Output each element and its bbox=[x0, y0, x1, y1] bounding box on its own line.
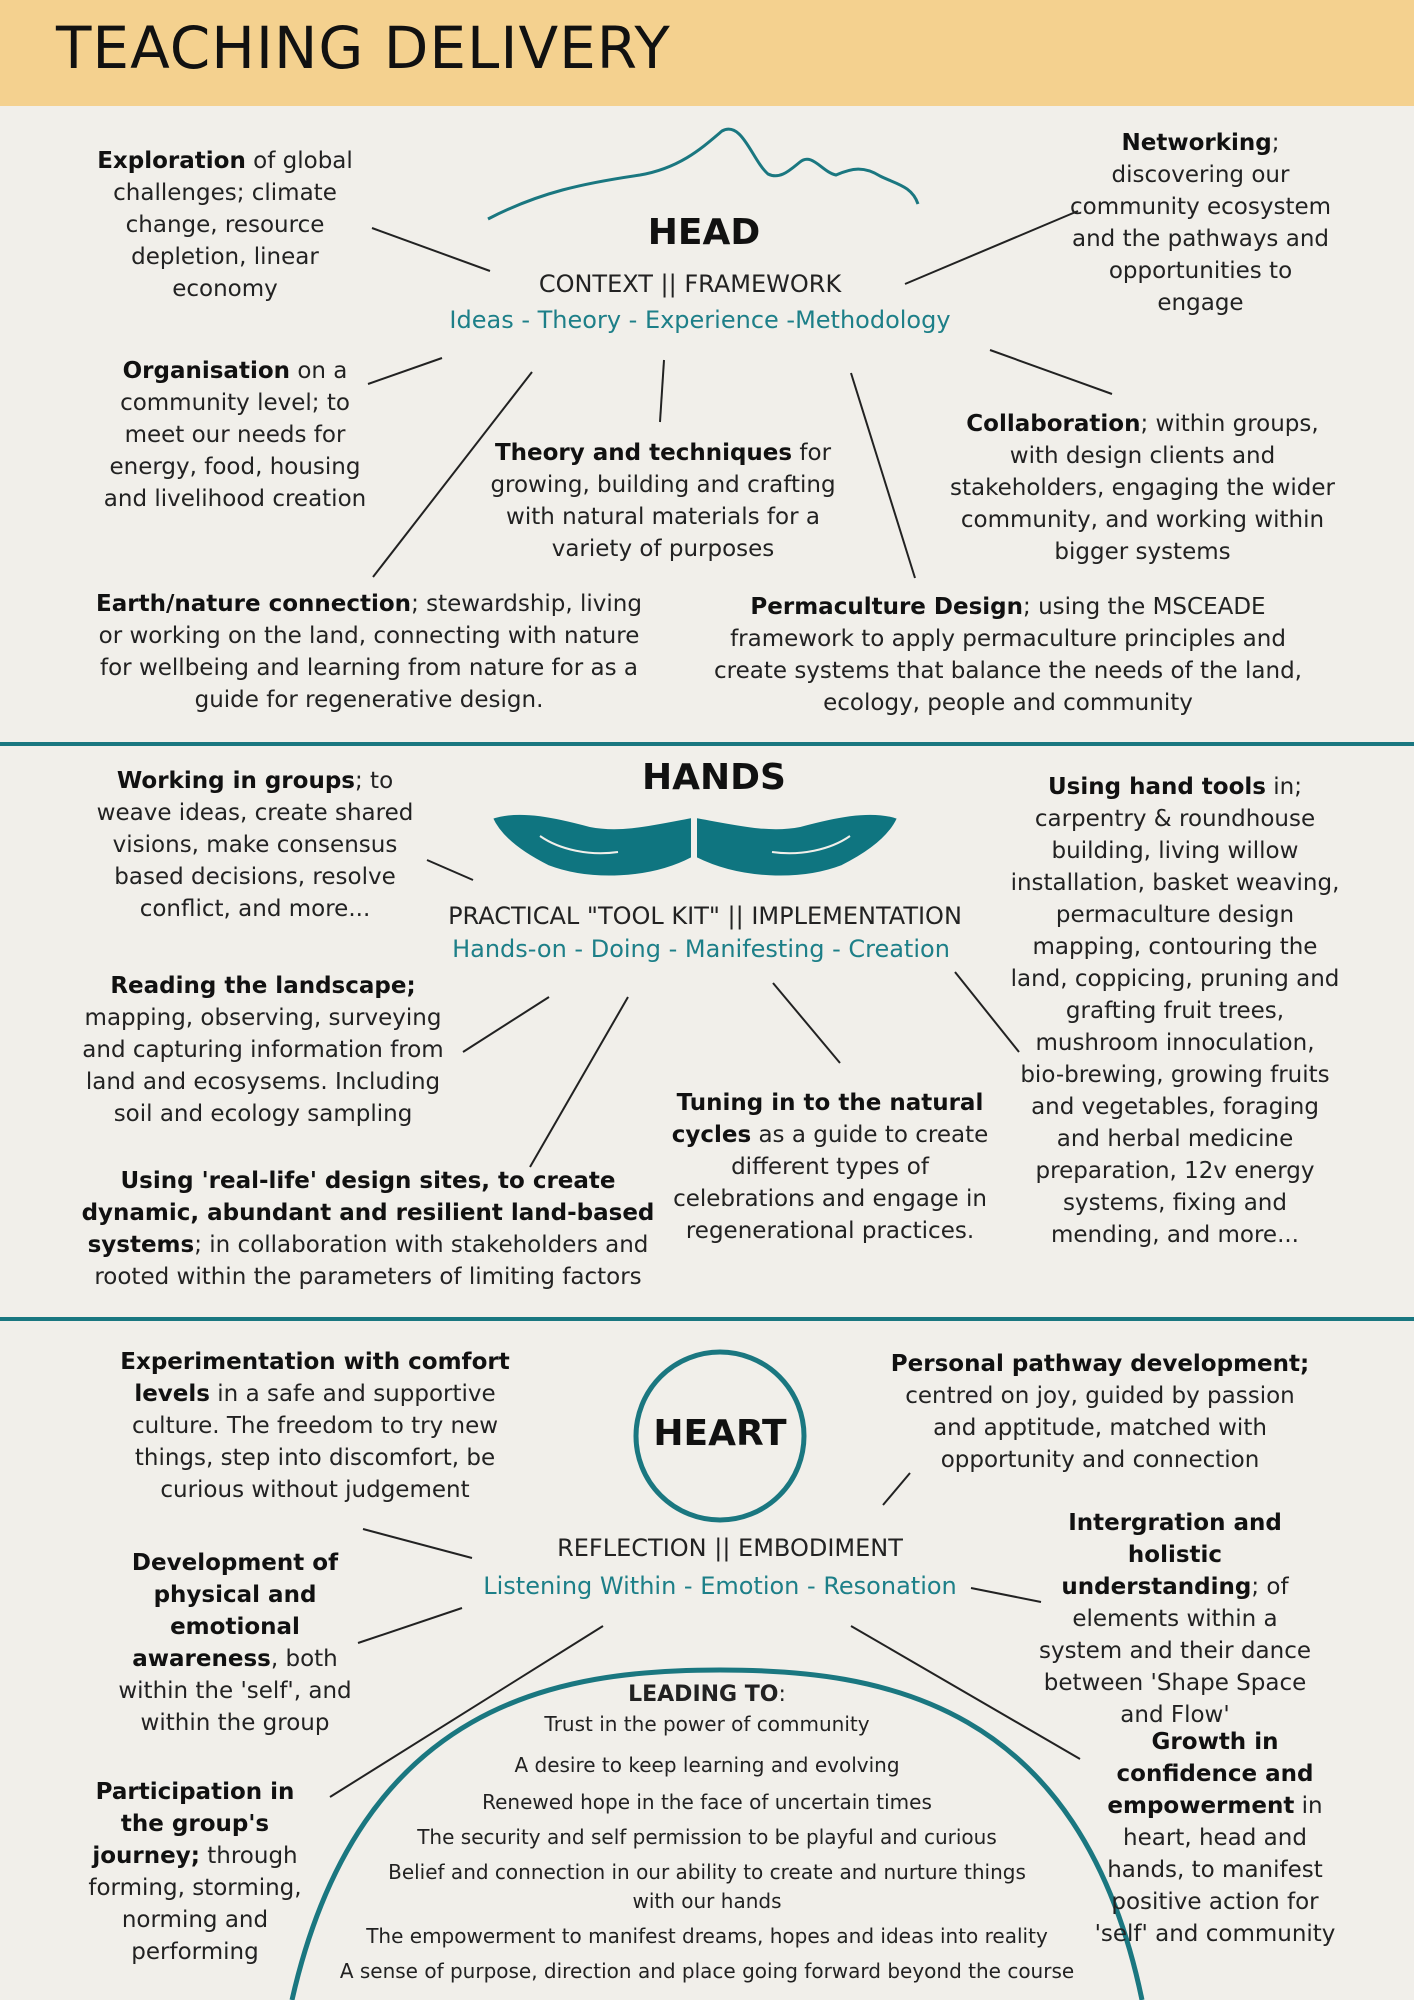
hands-subtitle: PRACTICAL "TOOL KIT" || IMPLEMENTATION bbox=[448, 902, 962, 930]
item-personal-pathway: Personal pathway development; centred on joy, guided by passion and apptitude, matched with opportunity and connection bbox=[890, 1351, 1310, 1473]
heart-tagline: Listening Within - Emotion - Resonation bbox=[483, 1572, 957, 1600]
mountain-icon bbox=[488, 129, 918, 219]
leading-to-label: LEADING TO: bbox=[628, 1682, 786, 1707]
head-tagline: Ideas - Theory - Experience -Methodology bbox=[449, 306, 951, 334]
hands-tagline: Hands-on - Doing - Manifesting - Creation bbox=[452, 935, 950, 963]
head-title: HEAD bbox=[647, 212, 761, 253]
heart-title: HEART bbox=[653, 1413, 787, 1454]
leading-item: A sense of purpose, direction and place going forward beyond the course bbox=[339, 1959, 1075, 1983]
item-development: Development of physical and emotional awareness, both within the 'self', and within the group bbox=[118, 1550, 352, 1736]
leading-item: A desire to keep learning and evolving bbox=[514, 1753, 900, 1777]
item-reading-landscape: Reading the landscape; mapping, observing, surveying and capturing information from land and ecosysems. Including soil and ecology sampling bbox=[82, 973, 444, 1127]
header-banner bbox=[0, 0, 1414, 106]
item-earth-connection: Earth/nature connection; stewardship, living or working on the land, connecting with nature for wellbeing and learning from nature for as a guide for regenerative design. bbox=[96, 591, 642, 713]
item-natural-cycles: Tuning in to the natural cycles as a guide to create different types of celebrations and engage in regenerational practices. bbox=[671, 1090, 989, 1244]
item-collaboration: Collaboration; within groups, with design clients and stakeholders, engaging the wider community, and working within bigger systems bbox=[950, 411, 1335, 565]
item-exploration: Exploration of global challenges; climate change, resource depletion, linear economy bbox=[97, 148, 353, 302]
page-title: TEACHING DELIVERY bbox=[56, 14, 671, 82]
item-design-sites: Using 'real-life' design sites, to create dynamic, abundant and resilient land-based systems; in collaboration with stakeholders and rooted within the parameters of limiting factors bbox=[81, 1168, 655, 1290]
item-theory: Theory and techniques for growing, building and crafting with natural materials for a variety of purposes bbox=[490, 440, 836, 562]
item-networking: Networking; discovering our community ecosystem and the pathways and opportunities to engage bbox=[1069, 130, 1332, 316]
item-participation: Participation in the group's journey; through forming, storming, norming and performing bbox=[88, 1779, 302, 1965]
item-growth: Growth in confidence and empowerment in heart, head and hands, to manifest positive action for 'self' and community bbox=[1094, 1729, 1336, 1947]
head-subtitle: CONTEXT || FRAMEWORK bbox=[538, 270, 842, 298]
item-integration: Intergration and holistic understanding; of elements within a system and their dance between 'Shape Space and Flow' bbox=[1038, 1510, 1311, 1728]
open-hands-icon bbox=[492, 814, 898, 877]
leading-item: Trust in the power of community bbox=[544, 1712, 870, 1736]
leading-item: Renewed hope in the face of uncertain times bbox=[482, 1790, 932, 1814]
section-divider bbox=[0, 1317, 1414, 1321]
item-hand-tools: Using hand tools in; carpentry & roundhouse building, living willow installation, basket weaving, permaculture design mapping, contouring the land, coppicing, pruning and grafting fruit trees, mushroom innoculation, bio-brewing, growing fruits and vegetables, foraging and herbal medicine preparation, 12v energy systems, fixing and mending, and more... bbox=[1010, 774, 1340, 1248]
leading-item: The empowerment to manifest dreams, hopes and ideas into reality bbox=[366, 1924, 1048, 1948]
hands-title: HANDS bbox=[642, 757, 786, 798]
item-experimentation: Experimentation with comfort levels in a safe and supportive culture. The freedom to try new things, step into discomfort, be curious without judgement bbox=[120, 1349, 510, 1503]
heart-subtitle: REFLECTION || EMBODIMENT bbox=[557, 1534, 903, 1562]
item-permaculture: Permaculture Design; using the MSCEADE framework to apply permaculture principles and create systems that balance the needs of the land, ecology, people and community bbox=[714, 594, 1302, 716]
section-divider bbox=[0, 742, 1414, 746]
leading-item: with our hands bbox=[632, 1889, 782, 1913]
leading-item: Belief and connection in our ability to create and nurture things bbox=[388, 1860, 1026, 1884]
leading-item: The security and self permission to be playful and curious bbox=[417, 1825, 997, 1849]
item-organisation: Organisation on a community level; to meet our needs for energy, food, housing and livelihood creation bbox=[103, 358, 367, 512]
item-working-groups: Working in groups; to weave ideas, create shared visions, make consensus based decisions, resolve conflict, and more... bbox=[96, 768, 414, 922]
